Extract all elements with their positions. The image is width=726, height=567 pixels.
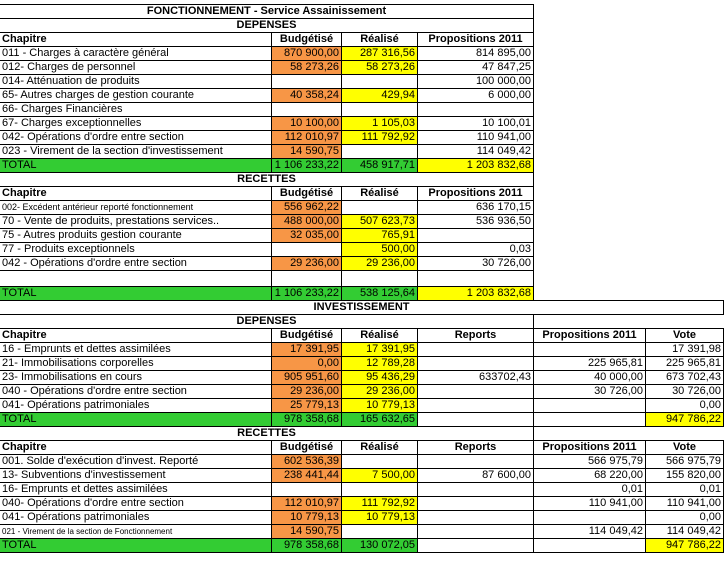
amount-cell: 500,00 <box>341 242 418 257</box>
amount-cell: 0,03 <box>417 242 534 257</box>
column-header: Réalisé <box>341 440 418 455</box>
amount-cell: 287 316,56 <box>341 46 418 61</box>
total-amount: 947 786,22 <box>645 412 724 427</box>
chapter-label: 042 - Opérations d'ordre entre section <box>0 256 272 271</box>
amount-cell: 507 623,73 <box>341 214 418 229</box>
amount-cell: 238 441,44 <box>271 468 342 483</box>
amount-cell <box>417 228 534 243</box>
amount-cell <box>341 482 418 497</box>
amount-cell: 6 000,00 <box>417 88 534 103</box>
column-header: Vote <box>645 328 724 343</box>
amount-cell <box>271 242 342 257</box>
amount-cell: 155 820,00 <box>645 468 724 483</box>
amount-cell: 17 391,95 <box>341 342 418 357</box>
column-header: Chapitre <box>0 186 272 201</box>
amount-cell: 12 789,28 <box>341 356 418 371</box>
column-header: Budgétisé <box>271 186 342 201</box>
amount-cell <box>341 102 418 117</box>
amount-cell: 110 941,00 <box>533 496 646 511</box>
column-header: Réalisé <box>341 32 418 47</box>
column-header: Réalisé <box>341 328 418 343</box>
amount-cell <box>417 510 534 525</box>
total-amount: 458 917,71 <box>341 158 418 173</box>
amount-cell: 765,91 <box>341 228 418 243</box>
total-amount: 947 786,22 <box>645 538 724 553</box>
chapter-label: 77 - Produits exceptionnels <box>0 242 272 257</box>
amount-cell: 602 536,39 <box>271 454 342 469</box>
chapter-label: 75 - Autres produits gestion courante <box>0 228 272 243</box>
amount-cell <box>533 398 646 413</box>
amount-cell: 673 702,43 <box>645 370 724 385</box>
chapter-label: 040 - Opérations d'ordre entre section <box>0 384 272 399</box>
column-header: Budgétisé <box>271 440 342 455</box>
chapter-label: 23- Immobilisations en cours <box>0 370 272 385</box>
amount-cell <box>417 102 534 117</box>
total-label: TOTAL <box>0 286 272 301</box>
amount-cell: 29 236,00 <box>341 256 418 271</box>
amount-cell: 0,00 <box>271 356 342 371</box>
chapter-label: 041- Opérations patrimoniales <box>0 398 272 413</box>
amount-cell: 40 000,00 <box>533 370 646 385</box>
amount-cell: 110 941,00 <box>645 496 724 511</box>
column-header: Reports <box>417 440 534 455</box>
amount-cell: 111 792,92 <box>341 496 418 511</box>
chapter-label: 21- Immobilisations corporelles <box>0 356 272 371</box>
total-label: TOTAL <box>0 538 272 553</box>
amount-cell <box>417 454 534 469</box>
amount-cell: 10 779,13 <box>271 510 342 525</box>
amount-cell: 114 049,42 <box>645 524 724 539</box>
amount-cell <box>271 102 342 117</box>
fonctionnement-title-cell: FONCTIONNEMENT - Service Assainissement <box>0 4 534 19</box>
column-header: Chapitre <box>0 328 272 343</box>
total-amount: 130 072,05 <box>341 538 418 553</box>
amount-cell: 905 951,60 <box>271 370 342 385</box>
chapter-label: 70 - Vente de produits, prestations services.. <box>0 214 272 229</box>
amount-cell: 30 726,00 <box>645 384 724 399</box>
amount-cell: 10 100,01 <box>417 116 534 131</box>
amount-cell: 40 358,24 <box>271 88 342 103</box>
amount-cell: 58 273,26 <box>341 60 418 75</box>
amount-cell: 58 273,26 <box>271 60 342 75</box>
amount-cell: 29 236,00 <box>341 384 418 399</box>
total-amount: 978 358,68 <box>271 538 342 553</box>
invest-recettes-title-cell: RECETTES <box>0 426 534 441</box>
column-header: Chapitre <box>0 440 272 455</box>
amount-cell: 112 010,97 <box>271 130 342 145</box>
amount-cell: 536 936,50 <box>417 214 534 229</box>
amount-cell: 17 391,98 <box>645 342 724 357</box>
empty-cell <box>341 270 418 287</box>
amount-cell: 17 391,95 <box>271 342 342 357</box>
total-amount: 1 106 233,22 <box>271 286 342 301</box>
amount-cell: 112 010,97 <box>271 496 342 511</box>
column-header: Propositions 2011 <box>533 328 646 343</box>
amount-cell <box>341 454 418 469</box>
amount-cell: 10 779,13 <box>341 510 418 525</box>
fonct-recettes-title-cell: RECETTES <box>0 172 534 187</box>
amount-cell: 429,94 <box>341 88 418 103</box>
column-header: Chapitre <box>0 32 272 47</box>
column-header: Budgétisé <box>271 32 342 47</box>
column-header: Budgétisé <box>271 328 342 343</box>
column-header: Vote <box>645 440 724 455</box>
total-label: TOTAL <box>0 158 272 173</box>
column-header: Réalisé <box>341 186 418 201</box>
total-amount: 1 203 832,68 <box>417 286 534 301</box>
amount-cell: 0,01 <box>533 482 646 497</box>
amount-cell: 111 792,92 <box>341 130 418 145</box>
amount-cell: 95 436,29 <box>341 370 418 385</box>
chapter-label: 040- Opérations d'ordre entre section <box>0 496 272 511</box>
amount-cell <box>341 144 418 159</box>
total-amount: 165 632,65 <box>341 412 418 427</box>
amount-cell: 32 035,00 <box>271 228 342 243</box>
amount-cell: 566 975,79 <box>533 454 646 469</box>
column-header: Propositions 2011 <box>417 32 534 47</box>
amount-cell: 566 975,79 <box>645 454 724 469</box>
amount-cell: 556 962,22 <box>271 200 342 215</box>
chapter-label: 13- Subventions d'investissement <box>0 468 272 483</box>
chapter-label: 014- Atténuation de produits <box>0 74 272 89</box>
amount-cell <box>533 510 646 525</box>
total-amount <box>533 412 646 427</box>
chapter-label: 012- Charges de personnel <box>0 60 272 75</box>
total-amount <box>417 412 534 427</box>
chapter-label: 16- Emprunts et dettes assimilées <box>0 482 272 497</box>
chapter-label: 011 - Charges à caractère général <box>0 46 272 61</box>
amount-cell <box>417 356 534 371</box>
chapter-label: 041- Opérations patrimoniales <box>0 510 272 525</box>
total-amount <box>533 538 646 553</box>
amount-cell: 0,00 <box>645 398 724 413</box>
chapter-label: 021 - Virement de la section de Fonctionnement <box>0 524 272 539</box>
amount-cell: 47 847,25 <box>417 60 534 75</box>
amount-cell: 29 236,00 <box>271 256 342 271</box>
amount-cell <box>341 200 418 215</box>
amount-cell: 0,01 <box>645 482 724 497</box>
amount-cell: 870 900,00 <box>271 46 342 61</box>
amount-cell: 14 590,75 <box>271 144 342 159</box>
total-amount: 1 106 233,22 <box>271 158 342 173</box>
amount-cell <box>417 342 534 357</box>
amount-cell <box>417 482 534 497</box>
amount-cell <box>417 496 534 511</box>
column-header: Propositions 2011 <box>533 440 646 455</box>
invest-depenses-title-cell: DEPENSES <box>0 314 534 329</box>
column-header: Reports <box>417 328 534 343</box>
chapter-label: 16 - Emprunts et dettes assimilées <box>0 342 272 357</box>
total-label: TOTAL <box>0 412 272 427</box>
chapter-label: 042- Opérations d'ordre entre section <box>0 130 272 145</box>
amount-cell: 10 100,00 <box>271 116 342 131</box>
amount-cell: 110 941,00 <box>417 130 534 145</box>
amount-cell <box>417 384 534 399</box>
empty-cell <box>271 270 342 287</box>
amount-cell: 114 049,42 <box>417 144 534 159</box>
amount-cell: 0,00 <box>645 510 724 525</box>
amount-cell: 636 170,15 <box>417 200 534 215</box>
amount-cell: 225 965,81 <box>645 356 724 371</box>
amount-cell <box>271 74 342 89</box>
amount-cell <box>533 342 646 357</box>
amount-cell: 87 600,00 <box>417 468 534 483</box>
column-header: Propositions 2011 <box>417 186 534 201</box>
amount-cell: 488 000,00 <box>271 214 342 229</box>
amount-cell: 7 500,00 <box>341 468 418 483</box>
total-amount <box>417 538 534 553</box>
amount-cell <box>341 74 418 89</box>
total-amount: 538 125,64 <box>341 286 418 301</box>
empty-cell <box>0 270 272 287</box>
amount-cell: 633702,43 <box>417 370 534 385</box>
amount-cell: 68 220,00 <box>533 468 646 483</box>
fonct-depenses-title-cell: DEPENSES <box>0 18 534 33</box>
empty-cell <box>417 270 534 287</box>
amount-cell <box>271 482 342 497</box>
chapter-label: 67- Charges exceptionnelles <box>0 116 272 131</box>
amount-cell: 14 590,75 <box>271 524 342 539</box>
total-amount: 1 203 832,68 <box>417 158 534 173</box>
amount-cell: 225 965,81 <box>533 356 646 371</box>
total-amount: 978 358,68 <box>271 412 342 427</box>
amount-cell <box>341 524 418 539</box>
chapter-label: 023 - Virement de la section d'investissement <box>0 144 272 159</box>
amount-cell: 30 726,00 <box>417 256 534 271</box>
amount-cell: 1 105,03 <box>341 116 418 131</box>
amount-cell: 25 779,13 <box>271 398 342 413</box>
amount-cell: 814 895,00 <box>417 46 534 61</box>
chapter-label: 66- Charges Financières <box>0 102 272 117</box>
amount-cell: 10 779,13 <box>341 398 418 413</box>
investissement-title-cell: INVESTISSEMENT <box>0 300 724 315</box>
amount-cell <box>417 524 534 539</box>
chapter-label: 001. Solde d'exécution d'invest. Reporté <box>0 454 272 469</box>
chapter-label: 002- Excédent antérieur reporté fonctionnement <box>0 200 272 215</box>
chapter-label: 65- Autres charges de gestion courante <box>0 88 272 103</box>
amount-cell: 29 236,00 <box>271 384 342 399</box>
amount-cell <box>417 398 534 413</box>
amount-cell: 114 049,42 <box>533 524 646 539</box>
amount-cell: 100 000,00 <box>417 74 534 89</box>
amount-cell: 30 726,00 <box>533 384 646 399</box>
